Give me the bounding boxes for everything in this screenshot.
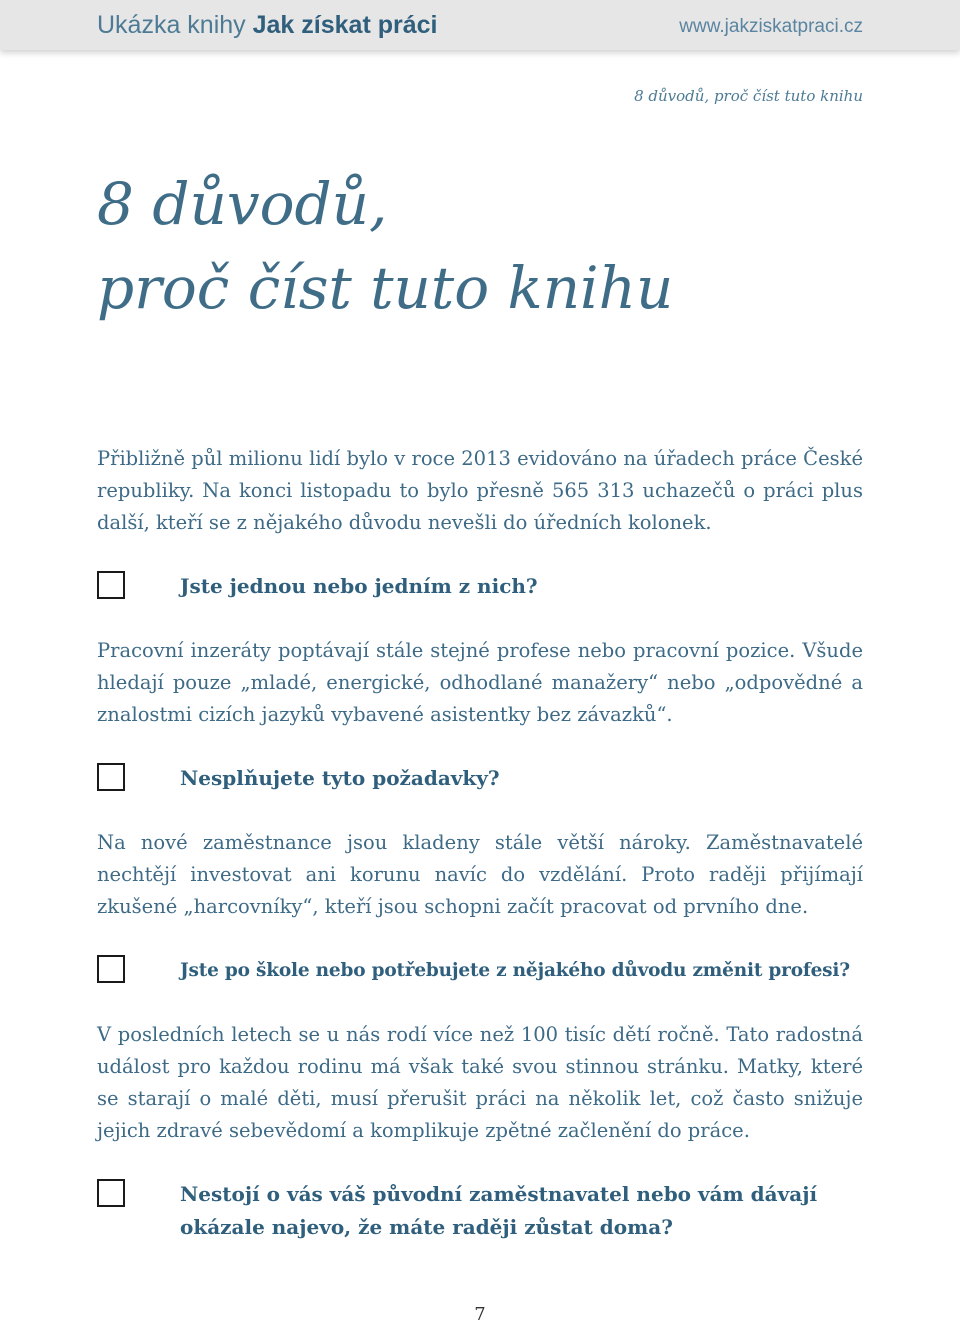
- checkbox-2[interactable]: [97, 763, 125, 791]
- paragraph-2: Pracovní inzeráty poptávají stále stejné profese nebo pracovní pozice. Všude hledají pouze „mladé, energické, odhodlané manažery“ nebo „odpovědné a znalostmi cizích jazyků vybavené asistentky bez závazků“.: [97, 639, 863, 726]
- page-number: 7: [474, 1304, 486, 1325]
- paragraph-3: Na nové zaměstnance jsou kladeny stále větší nároky. Zaměstnavatelé nechtějí investovat ani korunu navíc do vzdělání. Proto raději přijímají zkušené „harcovníky“, kteří jsou schopni začít pracovat od prvního dne.: [97, 831, 863, 918]
- page-header-bar: [0, 0, 960, 50]
- website-link[interactable]: www.jakziskatpraci.cz: [679, 16, 863, 37]
- paragraph-4: V posledních letech se u nás rodí více než 100 tisíc dětí ročně. Tato radostná událost pro každou rodinu má však také svou stinnou stránku. Matky, které se starají o malé děti, musí přerušit práci na několik let, což často snižuje jejich zdravé sebevědomí a komplikuje zpětné začlenění do práce.: [97, 1023, 863, 1142]
- checkbox-1[interactable]: [97, 571, 125, 599]
- brand-title: Jak získat práci: [252, 11, 438, 39]
- question-1: Jste jednou nebo jedním z nich?: [180, 574, 538, 598]
- chapter-title: [97, 162, 897, 330]
- paragraph-1: Přibližně půl milionu lidí bylo v roce 2013 evidováno na úřadech práce České republiky. Na konci listopadu to bylo přesně 565 313 uchazečů o práci plus další, kteří se z nějakého důvodu nevešli do úředních kolonek.: [97, 447, 863, 534]
- question-2: Nesplňujete tyto požadavky?: [180, 766, 500, 790]
- question-3: Jste po škole nebo potřebujete z nějakého důvodu změnit profesi?: [180, 960, 850, 981]
- brand-prefix: Ukázka knihy: [97, 11, 246, 39]
- question-4: Nestojí o vás váš původní zaměstnavatel nebo vám dávají okázale najevo, že máte raději zůstat doma?: [180, 1182, 818, 1239]
- checkbox-4[interactable]: [97, 1179, 125, 1207]
- checkbox-3[interactable]: [97, 955, 125, 983]
- book-brand: [97, 11, 437, 40]
- running-head: 8 důvodů, proč číst tuto knihu: [634, 87, 863, 105]
- chapter-title-line-2: proč číst tuto knihu: [97, 254, 674, 322]
- chapter-title-line-1: 8 důvodů,: [97, 170, 388, 238]
